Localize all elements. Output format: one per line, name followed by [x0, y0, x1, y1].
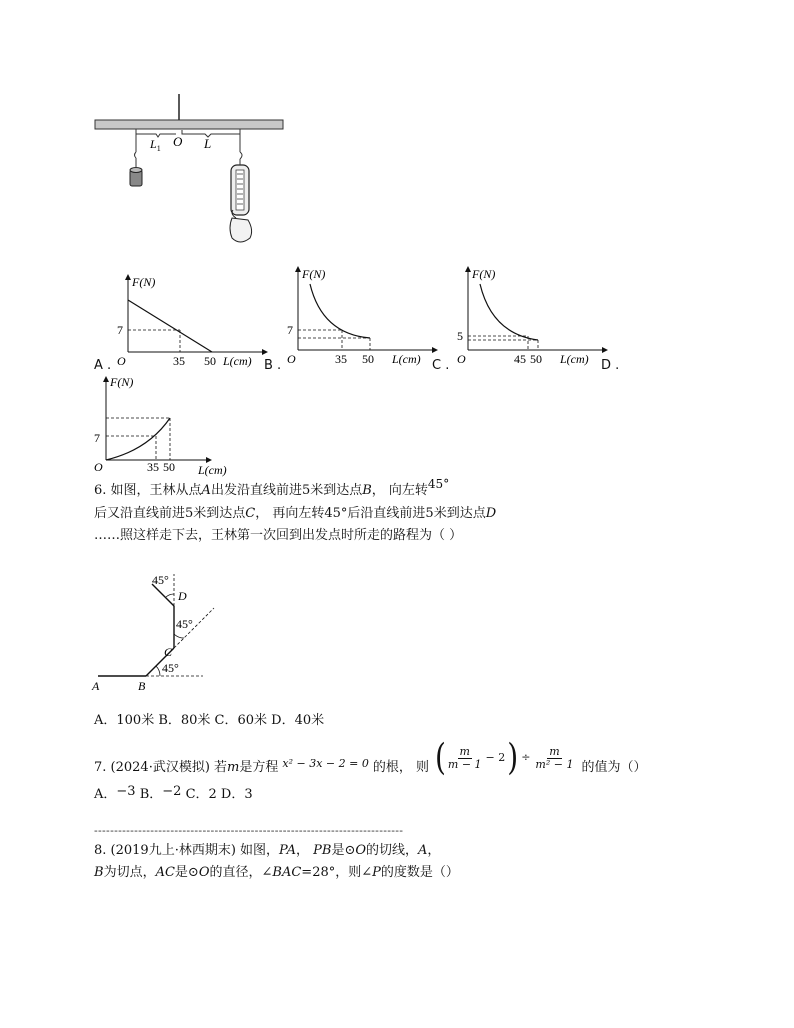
graph-d-x-label: L(cm)	[198, 463, 227, 477]
graph-a-y-tick: 7	[117, 323, 123, 337]
q6-options: A．100米 B．80米 C．60米 D．40米	[94, 713, 325, 728]
graph-b	[282, 264, 440, 370]
graph-c-x-label: L(cm)	[560, 352, 589, 366]
weight-icon	[130, 158, 142, 186]
graph-b-origin: O	[287, 352, 296, 366]
separator-line: -----------------------------------------------------------------------------	[94, 824, 404, 837]
point-b: B	[362, 483, 372, 498]
expression: ( $\frac{m}{m - 1}$ − 2 ) ÷ $\frac{m}{\text{m² − 1}}$	[434, 735, 574, 779]
graph-d-x-tick-1: 35	[147, 460, 159, 474]
q6-figure	[88, 566, 248, 696]
graph-b-y-label: F(N)	[302, 267, 326, 281]
fig-angle-1: 45°	[162, 661, 179, 675]
graph-a-x-label: L(cm)	[223, 354, 252, 368]
graph-d-y-tick: 7	[94, 431, 100, 445]
fig-angle-2: 45°	[176, 617, 193, 631]
fig-point-a: A	[92, 679, 100, 693]
angle-45-a: 45°	[427, 477, 450, 491]
q6-line-1: 6. 如图，王林从点A出发沿直线前进5米到达点B， 向左转45°	[94, 477, 450, 498]
fig-angle-3: 45°	[152, 573, 169, 587]
q6-line-2: 后又沿直线前进5米到达点C， 再向左转45°后沿直线前进5米到达点D	[94, 506, 497, 521]
variable-m: m	[227, 760, 240, 775]
graph-c	[452, 264, 610, 370]
option-d-marker: D .	[601, 358, 620, 373]
lever-label-l1: $L_1$	[150, 137, 161, 153]
equation: x² − 3x − 2 = 0	[282, 757, 369, 770]
angle-45-b: 45°	[324, 506, 348, 521]
graph-d	[88, 372, 248, 478]
option-a-marker: A .	[94, 358, 112, 373]
fig-point-b: B	[138, 679, 146, 693]
fig-point-c: C	[164, 645, 173, 659]
fraction-1: $\frac{m}{m - 1}$	[447, 744, 482, 771]
graph-a-x-tick-1: 35	[173, 354, 185, 368]
q8-line-1: 8. (2019九上·林西期末) 如图，PA， PB是⊙O的切线，A，	[94, 843, 441, 858]
q6-line-3: ……照这样走下去，王林第一次回到出发点时所走的路程为（ ）	[94, 528, 463, 543]
graph-b-y-tick: 7	[287, 323, 293, 337]
fraction-2: $\frac{m}{\text{m² − 1}}$	[535, 744, 574, 771]
graph-a-origin: O	[117, 354, 126, 368]
spring-scale-icon	[231, 159, 249, 215]
q8-line-2: B为切点，AC是⊙O的直径，∠BAC=28°，则∠P的度数是（）	[94, 865, 459, 880]
q7-line-1: 7. (2024·武汉模拟) 若 m 是方程 x² − 3x − 2 = 0 的根， 则 ( $\frac{m}{m - 1}$ − 2 ) ÷ $\frac{m}{\text{m² − 1}}$ 的值为（）	[94, 735, 647, 779]
point-d: D	[485, 506, 497, 521]
graph-a-y-label: F(N)	[132, 275, 156, 289]
graph-c-origin: O	[457, 352, 466, 366]
graph-d-y-label: F(N)	[110, 375, 134, 389]
graph-b-x-tick-1: 35	[335, 352, 347, 366]
lever-label-l: L	[204, 136, 212, 151]
option-b-marker: B .	[264, 358, 282, 373]
point-c: C	[245, 506, 256, 521]
q7-options: A．−3 B．−2 C．2 D．3	[94, 784, 253, 802]
graph-b-x-tick-2: 50	[362, 352, 374, 366]
graph-a-x-tick-2: 50	[204, 354, 216, 368]
graph-a	[112, 272, 270, 370]
lever-label-o: O	[173, 134, 183, 149]
option-c-marker: C .	[432, 358, 450, 373]
graph-b-x-label: L(cm)	[392, 352, 421, 366]
graph-c-y-tick: 5	[457, 329, 463, 343]
graph-d-x-tick-2: 50	[163, 460, 175, 474]
graph-d-origin: O	[94, 460, 103, 474]
graph-c-y-label: F(N)	[472, 267, 496, 281]
graph-c-x-tick-2: 50	[530, 352, 542, 366]
graph-c-x-tick-1: 45	[514, 352, 526, 366]
point-a: A	[201, 483, 211, 498]
fig-point-d: D	[178, 589, 187, 603]
lever-figure	[90, 90, 290, 250]
